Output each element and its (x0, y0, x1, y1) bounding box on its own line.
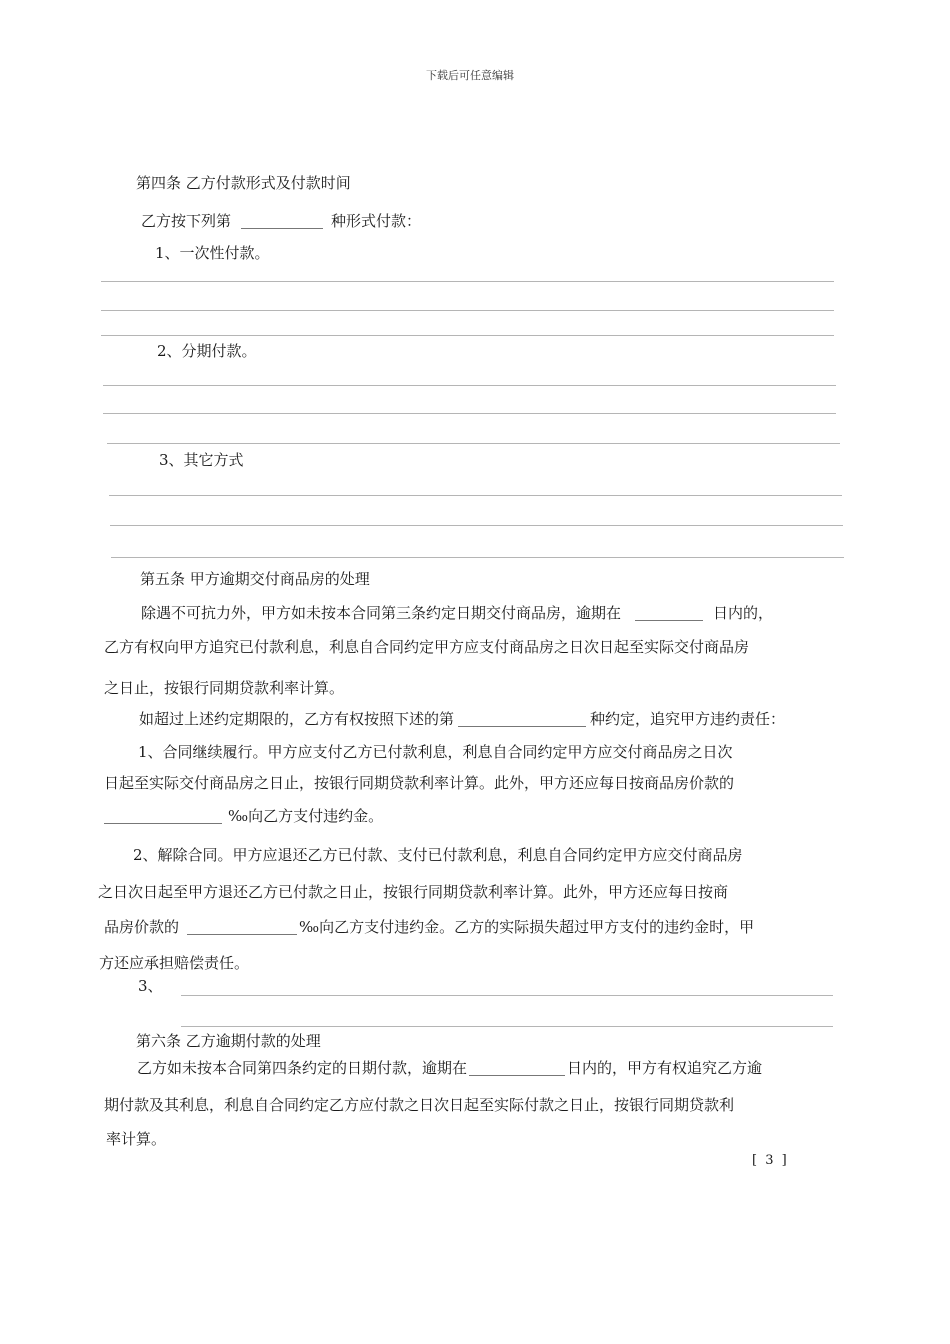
article6-line2: 期付款及其利息，利息自合同约定乙方应付款之日次日起至实际付款之日止，按银行同期贷款利 (104, 1096, 735, 1114)
fill-line[interactable] (101, 310, 834, 311)
overdue-days-blank[interactable] (469, 1059, 565, 1076)
fill-line[interactable] (110, 525, 843, 526)
article5-item2-line1: 2、解除合同。甲方应退还乙方已付款、支付已付款利息，利息自合同约定甲方应交付商品房 (133, 846, 743, 864)
article5-p1-line2: 乙方有权向甲方追究已付款利息，利息自合同约定甲方应支付商品房之日次日起至实际交付商品房 (104, 638, 750, 656)
article6-after: 日内的，甲方有权追究乙方逾 (567, 1059, 763, 1077)
agreement-choice-blank[interactable] (458, 710, 586, 727)
article4-title: 第四条 乙方付款形式及付款时间 (136, 174, 351, 192)
article5-item2-after: ‰向乙方支付违约金。乙方的实际损失超过甲方支付的违约金时，甲 (299, 918, 755, 936)
article4-intro (141, 211, 421, 231)
article5-p2-after: 种约定，追究甲方违约责任： (590, 710, 786, 728)
article6-line1 (137, 1058, 762, 1078)
fill-line[interactable] (101, 281, 834, 282)
penalty-rate-blank-1[interactable] (104, 807, 222, 824)
article5-item1-after: ‰向乙方支付违约金。 (228, 807, 384, 825)
fill-line[interactable] (181, 995, 833, 996)
article5-item3: 3、 (138, 977, 163, 995)
article5-p1-line1 (141, 603, 773, 623)
article5-p2 (139, 709, 785, 729)
fill-line[interactable] (111, 557, 844, 558)
article6-before: 乙方如未按本合同第四条约定的日期付款，逾期在 (137, 1059, 468, 1077)
article5-p1-line3: 之日止，按银行同期贷款利率计算。 (104, 679, 345, 697)
article4-intro-after: 种形式付款： (331, 212, 422, 230)
article5-item2-line3 (104, 917, 754, 937)
delay-days-blank[interactable] (635, 604, 703, 621)
article4-option3: 3、其它方式 (159, 451, 244, 469)
article5-p1-before: 除遇不可抗力外，甲方如未按本合同第三条约定日期交付商品房，逾期在 (141, 604, 622, 622)
page-header: 下载后可任意编辑 (426, 69, 514, 82)
article5-p1-after: 日内的， (713, 604, 774, 622)
article6-line3: 率计算。 (106, 1130, 167, 1148)
article5-item2-line4: 方还应承担赔偿责任。 (99, 954, 250, 972)
fill-line[interactable] (103, 413, 836, 414)
article4-option1: 1、一次性付款。 (155, 244, 270, 262)
article5-item1-line2: 日起至实际交付商品房之日止，按银行同期贷款利率计算。此外，甲方还应每日按商品房价款的 (104, 774, 735, 792)
article5-item2-line2: 之日次日起至甲方退还乙方已付款之日止，按银行同期贷款利率计算。此外，甲方还应每日按商 (98, 883, 729, 901)
article5-title: 第五条 甲方逾期交付商品房的处理 (140, 570, 370, 588)
page-number: [ 3 ] (752, 1153, 789, 1168)
article4-option2: 2、分期付款。 (157, 342, 257, 360)
fill-line[interactable] (103, 385, 836, 386)
article5-p2-before: 如超过上述约定期限的，乙方有权按照下述的第 (139, 710, 455, 728)
fill-line[interactable] (107, 443, 840, 444)
payment-form-blank[interactable] (241, 212, 323, 229)
fill-line[interactable] (101, 335, 834, 336)
article6-title: 第六条 乙方逾期付款的处理 (136, 1032, 321, 1050)
article4-intro-before: 乙方按下列第 (141, 212, 232, 230)
article5-item1-line1: 1、合同继续履行。甲方应支付乙方已付款利息，利息自合同约定甲方应交付商品房之日次 (138, 743, 733, 761)
article5-item2-before: 品房价款的 (104, 918, 180, 936)
fill-line[interactable] (109, 495, 842, 496)
penalty-rate-blank-2[interactable] (187, 918, 297, 935)
fill-line[interactable] (181, 1026, 833, 1027)
article5-item1-line3 (104, 806, 383, 826)
